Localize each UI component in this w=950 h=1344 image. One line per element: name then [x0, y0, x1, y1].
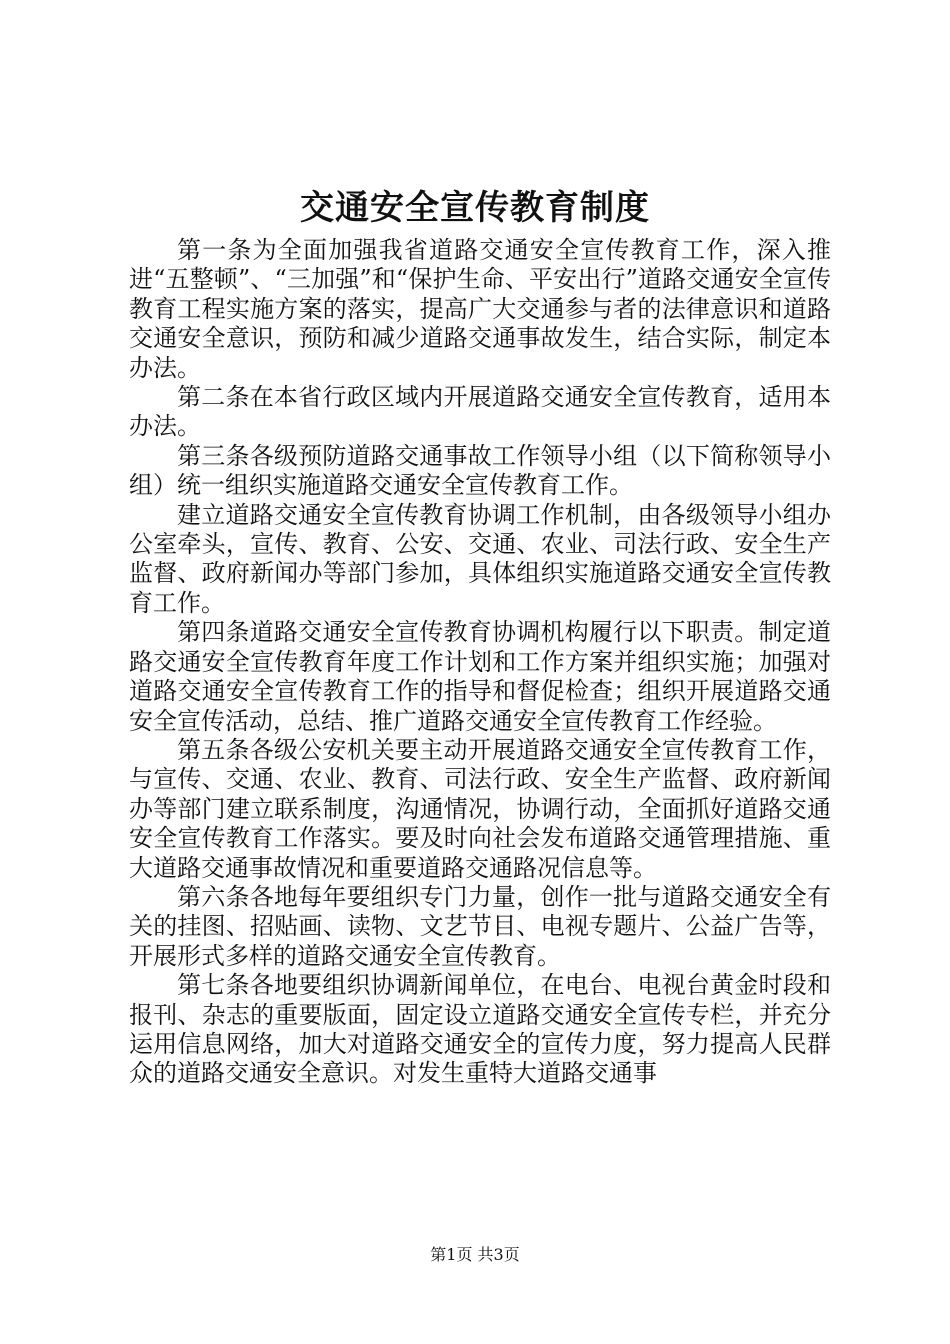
paragraph-article-4: 第四条道路交通安全宣传教育协调机构履行以下职责。制定道路交通安全宣传教育年度工作计划和工作方案并组织实施；加强对道路交通安全宣传教育工作的指导和督促检查；组织开展道路交通安全宣传活动，总结、推广道路交通安全宣传教育工作经验。: [129, 618, 831, 735]
paragraph-article-1: 第一条为全面加强我省道路交通安全宣传教育工作，深入推进“五整顿”、“三加强”和“保护生命、平安出行”道路交通安全宣传教育工程实施方案的落实，提高广大交通参与者的法律意识和道路交通安全意识，预防和减少道路交通事故发生，结合实际，制定本办法。: [129, 236, 831, 382]
document-title: 交通安全宣传教育制度: [300, 188, 650, 228]
paragraph-article-3: 第三条各级预防道路交通事故工作领导小组（以下简称领导小组）统一组织实施道路交通安全宣传教育工作。: [129, 441, 831, 500]
paragraph-article-6: 第六条各地每年要组织专门力量，创作一批与道路交通安全有关的挂图、招贴画、读物、文艺节目、电视专题片、公益广告等，开展形式多样的道路交通安全宣传教育。: [129, 882, 831, 970]
paragraph-article-2: 第二条在本省行政区域内开展道路交通安全宣传教育，适用本办法。: [129, 383, 831, 441]
page-number-footer: 第1页 共3页: [430, 1245, 520, 1264]
paragraph-article-5: 第五条各级公安机关要主动开展道路交通安全宣传教育工作，与宣传、交通、农业、教育、司法行政、安全生产监督、政府新闻办等部门建立联系制度，沟通情况，协调行动，全面抓好道路交通安全宣传教育工作落实。要及时向社会发布道路交通管理措施、重大道路交通事故情况和重要道路交通路况信息等。: [129, 735, 831, 882]
document-body: [129, 236, 831, 1089]
paragraph-coordination-mechanism: 建立道路交通安全宣传教育协调工作机制，由各级领导小组办公室牵头，宣传、教育、公安、交通、农业、司法行政、安全生产监督、政府新闻办等部门参加，具体组织实施道路交通安全宣传教育工作。: [129, 500, 831, 617]
paragraph-article-7: 第七条各地要组织协调新闻单位，在电台、电视台黄金时段和报刊、杂志的重要版面，固定设立道路交通安全宣传专栏，并充分运用信息网络，加大对道路交通安全的宣传力度，努力提高人民群众的道路交通安全意识。对发生重特大道路交通事: [129, 971, 831, 1088]
